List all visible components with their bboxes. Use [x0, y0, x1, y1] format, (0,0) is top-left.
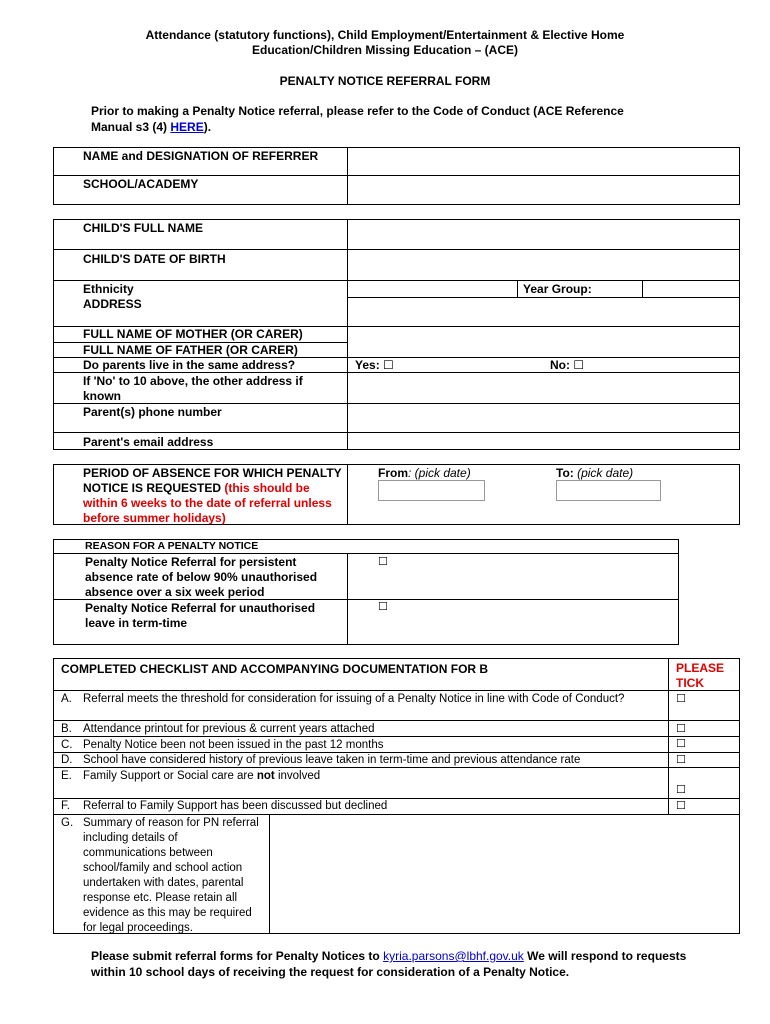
referrer-name-label: NAME and DESIGNATION OF REFERRER: [83, 149, 319, 163]
checklist-d-checkbox[interactable]: ☐: [676, 753, 686, 766]
column-divider: [347, 219, 348, 450]
pn-reason-summary-field[interactable]: [271, 815, 739, 933]
to-date-label: [556, 466, 633, 480]
checklist-item-c: Penalty Notice been not been issued in the past 12 months: [83, 739, 384, 751]
from-hint: : (pick date): [408, 466, 471, 480]
checklist-letter: E.: [61, 770, 72, 782]
intro-line-2-suffix: ).: [203, 120, 212, 134]
item-e-text-end: involved: [274, 770, 321, 782]
column-divider: [642, 280, 643, 297]
intro-line-1: Prior to making a Penalty Notice referral, please refer to the Code of Conduct (ACE Reference: [91, 104, 624, 118]
child-full-name-field[interactable]: [349, 220, 739, 248]
code-of-conduct-link[interactable]: HERE: [170, 120, 204, 134]
reason-persistent-absence-checkbox[interactable]: ☐: [378, 555, 388, 568]
checklist-title: COMPLETED CHECKLIST AND ACCOMPANYING DOCUMENTATION FOR B: [61, 662, 489, 676]
address-field[interactable]: [349, 298, 739, 325]
checklist-item-f: Referral to Family Support has been discussed but declined: [83, 800, 388, 812]
checklist-e-checkbox[interactable]: ☐: [676, 783, 686, 796]
checklist-letter: F.: [61, 800, 70, 812]
from-date-picker[interactable]: [378, 480, 485, 501]
checklist-c-checkbox[interactable]: ☐: [676, 737, 686, 750]
absence-period-text: PERIOD OF ABSENCE FOR WHICH PENALTY NOTICE IS REQUESTED: [83, 466, 342, 495]
referrer-name-field[interactable]: [349, 148, 739, 174]
checklist-letter: A.: [61, 693, 72, 705]
checklist-item-d: School have considered history of previous leave taken in term-time and previous attendance rate: [83, 754, 581, 766]
item-e-emphasis: not: [256, 770, 275, 782]
checklist-item-g: Summary of reason for PN referral including details of communications between school/family and school action undertaken with dates, parental response etc. Please retain all evidence as this may be required for legal proceedings.: [83, 817, 259, 934]
column-divider: [347, 147, 348, 205]
checklist-item-b: Attendance printout for previous & current years attached: [83, 723, 375, 735]
checklist-item-e: [83, 769, 320, 784]
reason-term-time-leave-checkbox[interactable]: ☐: [378, 600, 388, 613]
parent-names-field[interactable]: [349, 327, 739, 356]
year-group-field[interactable]: [644, 281, 739, 296]
footer-text-end: We will respond to requests within 10 school days of receiving the request for consideration of a Penalty Notice.: [91, 949, 687, 979]
ethnicity-label: Ethnicity: [83, 282, 134, 296]
form-title: PENALTY NOTICE REFERRAL FORM: [279, 74, 491, 88]
submission-instructions: [91, 948, 691, 980]
year-group-label: Year Group:: [523, 282, 592, 296]
absence-period-note: (this should be within 6 weeks to the date of referral unless before summer holidays): [83, 481, 332, 525]
please-tick-header: PLEASE TICK: [676, 661, 725, 690]
child-dob-field[interactable]: [349, 250, 739, 279]
intro-line-2: Manual s3 (4): [91, 120, 171, 134]
to-label: To:: [556, 466, 574, 480]
column-divider: [517, 280, 518, 297]
other-address-field[interactable]: [349, 373, 739, 402]
column-divider: [347, 464, 348, 525]
address-label: ADDRESS: [83, 297, 142, 311]
checklist-a-checkbox[interactable]: ☐: [676, 692, 686, 705]
parent-phone-field[interactable]: [349, 404, 739, 431]
document-header: [0, 28, 770, 58]
row-divider: [53, 553, 679, 554]
from-label: From: [378, 466, 408, 480]
child-dob-label: CHILD'S DATE OF BIRTH: [83, 252, 226, 266]
to-hint: (pick date): [573, 466, 634, 480]
other-address-label: If 'No' to 10 above, the other address if known: [83, 374, 303, 403]
item-e-text: Family Support or Social care are: [83, 770, 257, 782]
child-full-name-label: CHILD'S FULL NAME: [83, 221, 203, 235]
from-date-label: [378, 466, 471, 480]
school-academy-field[interactable]: [349, 176, 739, 204]
parents-same-no-checkbox[interactable]: No: ☐: [550, 358, 585, 372]
column-divider: [347, 553, 348, 645]
parents-same-address-label: Do parents live in the same address?: [83, 358, 296, 372]
parent-email-label: Parent's email address: [83, 435, 214, 449]
school-academy-label: SCHOOL/ACADEMY: [83, 177, 199, 191]
parent-email-field[interactable]: [349, 433, 739, 449]
checklist-f-checkbox[interactable]: ☐: [676, 799, 686, 812]
checklist-letter: D.: [61, 754, 73, 766]
row-divider: [53, 720, 740, 721]
mother-name-label: FULL NAME OF MOTHER (OR CARER): [83, 327, 303, 341]
header-line-1: Attendance (statutory functions), Child Employment/Entertainment & Elective Home: [145, 28, 625, 42]
intro-text: [91, 103, 691, 135]
column-divider: [269, 814, 270, 934]
checklist-letter: C.: [61, 739, 73, 751]
checklist-letter: G.: [61, 817, 74, 829]
checklist-b-checkbox[interactable]: ☐: [676, 722, 686, 735]
reason-persistent-absence-label: Penalty Notice Referral for persistent absence rate of below 90% unauthorised absence over a six week period: [85, 555, 318, 599]
row-divider: [53, 690, 740, 691]
absence-period-label: [83, 466, 345, 526]
parent-phone-label: Parent(s) phone number: [83, 405, 222, 419]
header-line-2: Education/Children Missing Education – (ACE): [251, 43, 518, 57]
checklist-item-a: Referral meets the threshold for consideration for issuing of a Penalty Notice in line with Code of Conduct?: [83, 693, 625, 705]
to-date-picker[interactable]: [556, 480, 661, 501]
footer-text: Please submit referral forms for Penalty Notices to: [91, 949, 384, 963]
reason-title: REASON FOR A PENALTY NOTICE: [85, 540, 259, 552]
checklist-letter: B.: [61, 723, 72, 735]
ethnicity-field[interactable]: [349, 281, 516, 296]
reason-term-time-leave-label: Penalty Notice Referral for unauthorised leave in term-time: [85, 601, 316, 630]
parents-same-yes-checkbox[interactable]: Yes: ☐: [355, 358, 394, 372]
submission-email-link[interactable]: kyria.parsons@lbhf.gov.uk: [383, 949, 524, 963]
father-name-label: FULL NAME OF FATHER (OR CARER): [83, 343, 298, 357]
